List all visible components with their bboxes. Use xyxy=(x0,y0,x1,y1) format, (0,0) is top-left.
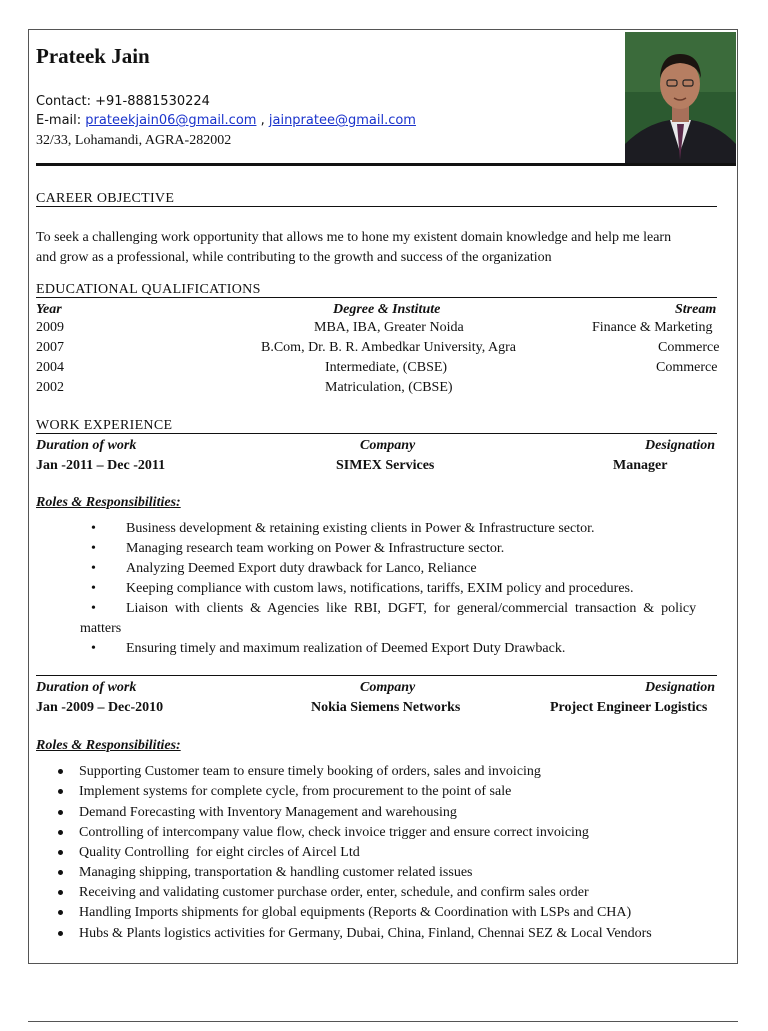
job1-col-duration: Duration of work xyxy=(36,438,137,453)
email-link-secondary[interactable]: jainpratee@gmail.com xyxy=(268,113,416,128)
list-item: Handling Imports shipments for global equipments (Reports & Coordination with LSPs and CHA) xyxy=(58,905,631,921)
bullet-icon xyxy=(58,931,63,936)
education-stream: Finance & Marketing xyxy=(592,320,713,335)
list-item: Receiving and validating customer purchase order, enter, schedule, and confirm sales order xyxy=(58,885,589,901)
job1-col-company: Company xyxy=(360,438,416,453)
education-year: 2002 xyxy=(36,380,64,395)
list-item: Demand Forecasting with Inventory Management and warehousing xyxy=(58,805,457,821)
list-item: Managing research team working on Power & Infrastructure sector. xyxy=(126,541,505,556)
list-item: Implement systems for complete cycle, from procurement to the point of sale xyxy=(58,784,511,800)
list-item: Ensuring timely and maximum realization of Deemed Export Duty Drawback. xyxy=(126,641,566,656)
job1-company: SIMEX Services xyxy=(336,458,435,473)
job2-roles-heading: Roles & Responsibilities: xyxy=(36,738,181,753)
next-page-edge xyxy=(28,1021,738,1031)
bullet-icon: • xyxy=(91,541,96,556)
bullet-icon: • xyxy=(91,521,96,536)
job2-duration: Jan -2009 – Dec-2010 xyxy=(36,700,164,715)
education-col-degree: Degree & Institute xyxy=(333,302,441,317)
bullet-icon: • xyxy=(91,561,96,576)
job2-col-designation: Designation xyxy=(645,680,716,695)
education-year: 2007 xyxy=(36,340,64,355)
email-line xyxy=(36,113,416,128)
bullet-icon xyxy=(58,890,63,895)
list-item: Supporting Customer team to ensure timely booking of orders, sales and invoicing xyxy=(58,764,541,780)
education-col-stream: Stream xyxy=(675,302,717,317)
bullet-icon xyxy=(58,870,63,875)
education-year: 2004 xyxy=(36,360,64,375)
bullet-icon xyxy=(58,810,63,815)
list-item: Keeping compliance with custom laws, notifications, tariffs, EXIM policy and procedures. xyxy=(126,581,634,596)
work-experience-heading: WORK EXPERIENCE xyxy=(36,418,173,433)
education-degree: Intermediate, (CBSE) xyxy=(325,360,448,375)
education-degree: B.Com, Dr. B. R. Ambedkar University, Agra xyxy=(261,340,516,355)
address-line: 32/33, Lohamandi, AGRA-282002 xyxy=(36,133,232,148)
job1-roles-heading: Roles & Responsibilities: xyxy=(36,495,181,510)
list-item-continuation: matters xyxy=(80,621,122,636)
contact-line: Contact: +91-8881530224 xyxy=(36,94,210,109)
email-label: E-mail: xyxy=(36,113,82,128)
career-heading-rule xyxy=(36,206,717,207)
career-objective-heading: CAREER OBJECTIVE xyxy=(36,191,175,206)
education-heading: EDUCATIONAL QUALIFICATIONS xyxy=(36,282,261,297)
job-divider xyxy=(36,675,717,676)
job1-duration: Jan -2011 – Dec -2011 xyxy=(36,458,166,473)
resume-page xyxy=(28,29,738,964)
job2-designation: Project Engineer Logistics xyxy=(550,700,708,715)
bullet-icon xyxy=(58,830,63,835)
education-heading-rule xyxy=(36,297,717,298)
bullet-icon xyxy=(58,769,63,774)
list-item: Hubs & Plants logistics activities for Germany, Dubai, China, Finland, Chennai SEZ & Local Vendors xyxy=(58,926,652,942)
bullet-icon xyxy=(58,910,63,915)
job2-col-duration: Duration of work xyxy=(36,680,137,695)
list-item: Business development & retaining existing clients in Power & Infrastructure sector. xyxy=(126,521,595,536)
job1-col-designation: Designation xyxy=(645,438,716,453)
education-degree: Matriculation, (CBSE) xyxy=(325,380,453,395)
job1-designation: Manager xyxy=(613,458,668,473)
job2-company: Nokia Siemens Networks xyxy=(311,700,461,715)
job2-col-company: Company xyxy=(360,680,416,695)
education-stream: Commerce xyxy=(656,360,718,375)
career-objective-line-2: and grow as a professional, while contributing to the growth and success of the organization xyxy=(36,250,552,265)
candidate-name: Prateek Jain xyxy=(36,44,150,68)
list-item: Quality Controlling for eight circles of Aircel Ltd xyxy=(58,845,360,861)
bullet-icon: • xyxy=(91,581,96,596)
profile-photo xyxy=(625,32,736,166)
career-objective-line-1: To seek a challenging work opportunity that allows me to hone my existent domain knowledge and help me learn xyxy=(36,230,672,245)
list-item: Analyzing Deemed Export duty drawback for Lanco, Reliance xyxy=(126,561,477,576)
header-divider xyxy=(36,163,736,166)
portrait-image xyxy=(625,32,736,166)
education-stream: Commerce xyxy=(658,340,720,355)
email-separator: , xyxy=(260,113,265,128)
list-item: Liaison with clients & Agencies like RBI, DGFT, for general/commercial transaction & policy xyxy=(126,601,697,616)
email-link-primary[interactable]: prateekjain06@gmail.com xyxy=(85,113,257,128)
list-item: Managing shipping, transportation & handling customer related issues xyxy=(58,865,472,881)
bullet-icon: • xyxy=(91,641,96,656)
education-year: 2009 xyxy=(36,320,64,335)
work-heading-rule xyxy=(36,433,717,434)
list-item: Controlling of intercompany value flow, check invoice trigger and ensure correct invoicing xyxy=(58,825,589,841)
education-degree: MBA, IBA, Greater Noida xyxy=(314,320,464,335)
bullet-icon: • xyxy=(91,601,96,616)
education-col-year: Year xyxy=(36,302,62,317)
bullet-icon xyxy=(58,789,63,794)
bullet-icon xyxy=(58,850,63,855)
